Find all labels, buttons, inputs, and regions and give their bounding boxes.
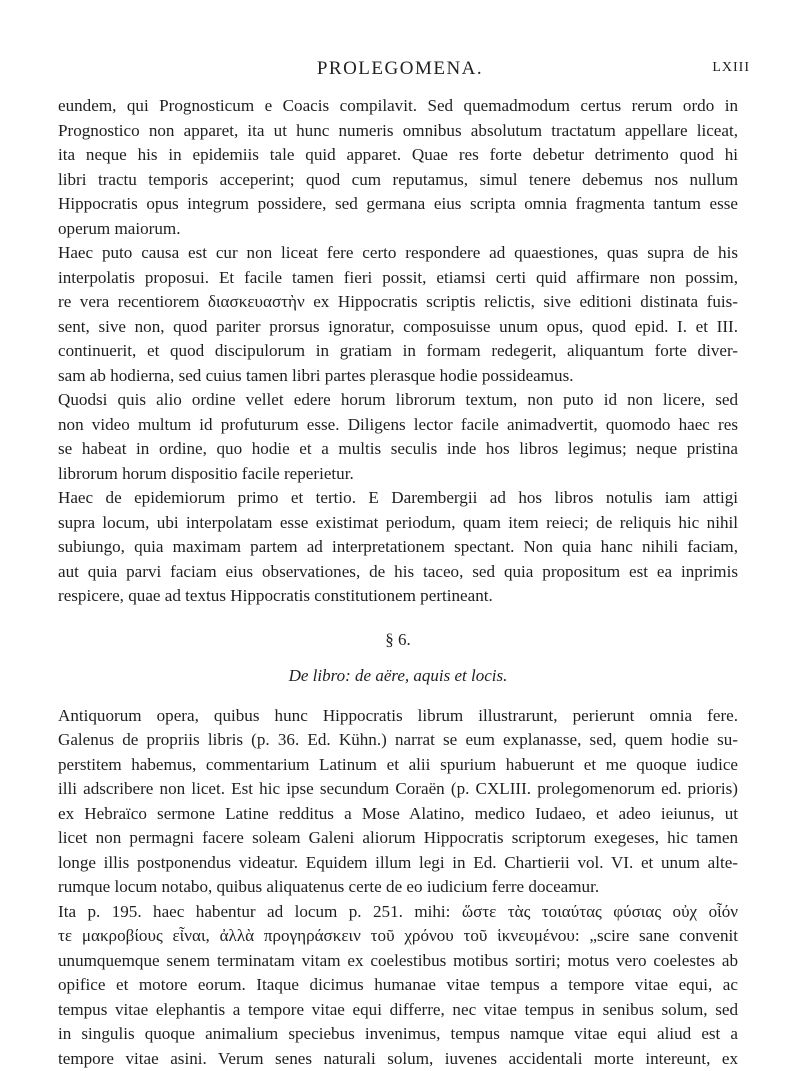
text-line: librorum horum dispositio facile reperietur.	[58, 463, 354, 483]
text-line: in singulis quoque animalium speciebus invenimus, tempus namque vitae equi aliud est a	[58, 1024, 738, 1043]
text-line: unumquemque senem terminatam vitam ex coelestibus motibus sortiri; motus vero coelestes ab	[58, 950, 738, 970]
text-line: Hippocratis opus integrum possidere, sed germana eius scripta omnia fragmenta tantum esse	[58, 194, 738, 213]
text-line: ita neque his in epidemiis tale quid apparet. Quae res forte debetur detrimento quod hi	[58, 145, 738, 164]
text-line: se habeat in ordine, quo hodie et a multis seculis inde hos libros legimus; neque pristina	[58, 439, 738, 458]
text-line: operum maiorum.	[58, 218, 181, 238]
text-line: Prognostico non apparet, ita ut hunc numeris omnibus absolutum tractatum appellare liceat,	[58, 120, 738, 140]
text-line: Haec puto causa est cur non liceat fere certo respondere ad quaestiones, quas supra de his	[58, 243, 738, 262]
text-line: perstitem habemus, commentarium Latinum et alii spurium habuerunt et me quoque iudice	[58, 754, 738, 774]
text-line: tempus vitae elephantis a tempore vitae equi differre, nec vitae tempus in senibus solum, sed	[58, 999, 738, 1019]
running-title: PROLEGOMENA.	[316, 58, 484, 79]
body-text	[58, 94, 738, 1071]
text-line: continuerit, et quod discipulorum in gratiam in formam redegerit, aliquantum forte diver-	[58, 341, 738, 360]
text-line: Quodsi quis alio ordine vellet edere horum librorum textum, non puto id non licere, sed	[58, 390, 738, 409]
text-line: re vera recentiorem διασκευαστὴν ex Hippocratis scriptis relictis, sive editioni distinata fuis-	[58, 292, 738, 311]
text-line: ex Hebraïco sermone Latine redditus a Mose Alatino, medico Iudaeo, et adeo ieiunus, ut	[58, 803, 738, 823]
page-number: LXIII	[712, 60, 750, 75]
text-line: aut quia parvi faciam eius observationes, de his taceo, sed quia propositum est ea inprimis	[58, 561, 738, 581]
text-line: τε μακροβίους εἶναι, ἀλλὰ προγηράσκειν τοῦ χρόνου τοῦ ἱκνευμένου: „scire sane convenit	[58, 926, 738, 945]
text-line: sent, sive non, quod pariter prorsus ignoratur, composuisse unum opus, quod epid. I. et III.	[58, 316, 738, 336]
text-line: eundem, qui Prognosticum e Coacis compilavit. Sed quemadmodum certus rerum ordo in	[58, 96, 738, 115]
text-line: non video multum id profuturum esse. Diligens lector facile animadvertit, quomodo haec res	[58, 414, 738, 434]
section-title: De libro: de aëre, aquis et locis.	[288, 666, 508, 685]
paragraph-block-1	[58, 94, 738, 609]
text-line: Galenus de propriis libris (p. 36. Ed. Kühn.) narrat se eum explanasse, sed, quem hodie su-	[58, 730, 738, 749]
text-line: opifice et motore eorum. Itaque dicimus humanae vitae tempus a tempore vitae equi, ac	[58, 975, 738, 994]
text-line: Ita p. 195. haec habentur ad locum p. 251. mihi: ὥστε τὰς τοιαύτας φύσιας οὐχ οἷόν	[58, 901, 738, 921]
text-line: Haec de epidemiorum primo et tertio. E Darembergii ad hos libros notulis iam attigi	[58, 488, 738, 507]
section-number: § 6.	[385, 629, 411, 649]
text-line: Antiquorum opera, quibus hunc Hippocratis librum illustrarunt, perierunt omnia fere.	[58, 705, 738, 725]
paragraph-block-2	[58, 704, 738, 1071]
text-line: tempore vitae asini. Verum senes naturali solum, iuvenes accidentali morte intereunt, ex	[58, 1048, 738, 1068]
text-line: interpolatis proposui. Et facile tamen fieri possit, etiamsi certi quid affirmare non possim,	[58, 267, 738, 287]
text-line: subiungo, quia maximam partem ad interpretationem spectant. Non quia hanc nihili faciam,	[58, 537, 738, 556]
text-line: supra locum, ubi interpolatam esse existimat periodum, quam item reieci; de reliquis hic nihil	[58, 512, 738, 532]
text-line: licet non permagni facere soleam Galeni aliorum Hippocratis scriptorum exegeses, hic tamen	[58, 828, 738, 847]
text-line: longe illis postponendus videatur. Equidem illum legi in Ed. Chartierii vol. VI. et unum alte-	[58, 852, 738, 872]
text-line: rumque locum notabo, quibus aliquatenus certe de eo iudicium ferre doceamur.	[58, 877, 600, 896]
text-line: sam ab hodierna, sed cuius tamen libri partes plerasque hodie possideamus.	[58, 365, 574, 385]
text-line: respicere, quae ad textus Hippocratis constitutionem pertineant.	[58, 586, 493, 605]
text-line: libri tractu temporis acceperint; quod cum reputamus, simul tenere debemus nos nullum	[58, 169, 738, 189]
text-line: illi adscribere non licet. Est hic ipse secundum Coraën (p. CXLIII. prolegomenorum ed. prioris)	[58, 779, 738, 798]
